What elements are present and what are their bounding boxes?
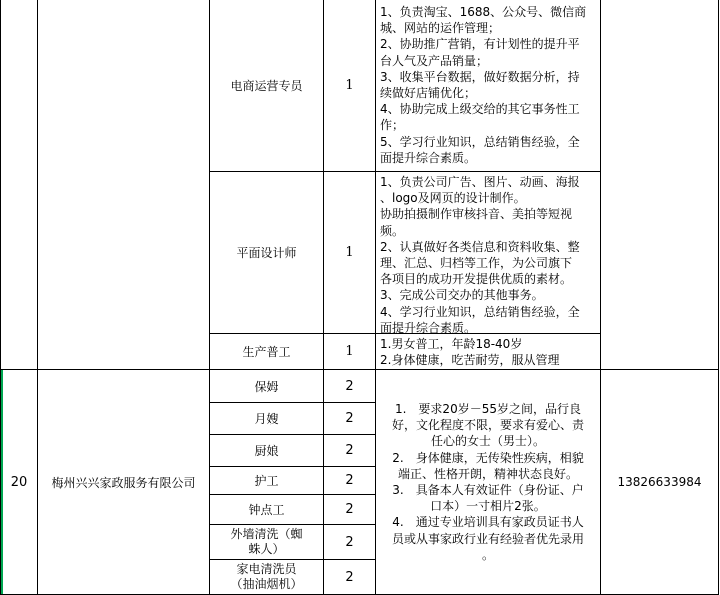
description-line: 、logo及网页的设计制作。 — [380, 191, 526, 206]
description-line: 理、汇总、归档等工作，为公司旗下 — [380, 256, 573, 271]
index-cell — [0, 370, 38, 595]
description-line: 各项目的成功开发提供优质的素材。 — [380, 272, 573, 287]
description-line: 续做好店铺优化； — [380, 86, 477, 101]
contact-cell-empty — [601, 0, 719, 370]
position-count: 2 — [345, 534, 354, 550]
description-line: 协助拍摄制作审核抖音、美拍等短视 — [380, 207, 573, 222]
description-line: 作； — [380, 118, 405, 133]
description-production-worker — [376, 334, 601, 370]
description-line: 1、负责淘宝、1688、公众号、微信商 — [380, 5, 587, 19]
description-line: 1、负责公司广告、图片、动画、海报 — [380, 175, 580, 189]
description-line: 面提升综合素质。 — [380, 320, 477, 334]
requirement-line: 员或从事家政行业有经验者优先录用 — [391, 531, 584, 546]
count-ecommerce — [324, 0, 376, 172]
description-line: 频。 — [380, 223, 405, 238]
count-cook — [324, 435, 376, 467]
description-line: 2.身体健康，吃苦耐劳，服从管理 — [380, 353, 560, 368]
count-appliance-cleaner — [324, 560, 376, 595]
position-name-line: （抽油烟机） — [230, 577, 303, 591]
position-count: 2 — [345, 473, 354, 488]
position-name: 生产普工 — [242, 345, 291, 359]
position-caregiver — [210, 467, 324, 495]
requirement-line: 口本）一寸相片2张。 — [430, 499, 546, 514]
position-name: 保姆 — [254, 379, 279, 394]
position-facade-cleaner — [210, 525, 324, 560]
position-appliance-cleaner — [210, 560, 324, 595]
description-line: 台人气及产品销量； — [380, 53, 489, 68]
position-name-line: 家电清洗员 — [236, 562, 297, 576]
position-name: 护工 — [254, 474, 279, 488]
position-count: 2 — [345, 502, 354, 517]
position-production-worker — [210, 334, 324, 370]
description-graphic-designer — [376, 172, 601, 334]
position-name: 厨娘 — [254, 444, 279, 458]
requirement-line: 端正、性格开朗，精神状态良好。 — [397, 466, 578, 481]
requirement-line: 好，文化程度不限，要求有爱心、责 — [391, 418, 584, 433]
requirement-line: 2. 身体健康，无传染性疾病，相貌 — [392, 450, 584, 465]
contact-phone: 13826633984 — [617, 475, 702, 489]
description-line: 城、网站的运作管理； — [380, 21, 501, 36]
position-name: 电商运营专员 — [230, 79, 303, 93]
description-line: 5、学习行业知识，总结销售经验，全 — [380, 134, 580, 149]
description-line: 4、协助完成上级交给的其它事务性工 — [380, 102, 580, 117]
count-maternity-nurse — [324, 403, 376, 435]
position-maternity-nurse — [210, 403, 324, 435]
requirement-line: 任心的女士（男士）。 — [430, 434, 545, 449]
position-name-line: 蛛人） — [248, 542, 285, 556]
count-caregiver — [324, 467, 376, 495]
description-line: 3、收集平台数据，做好数据分析，持 — [380, 69, 580, 84]
index-cell-empty — [0, 0, 38, 370]
description-line: 面提升综合素质。 — [380, 150, 477, 165]
position-hourly-worker — [210, 495, 324, 525]
contact-cell — [601, 370, 719, 595]
position-nanny — [210, 370, 324, 403]
requirement-line: 3. 具备本人有效证件（身份证、户 — [392, 483, 584, 497]
position-graphic-designer — [210, 172, 324, 334]
position-name-line: 外墙清洗（蜘 — [230, 527, 303, 541]
description-line: 2、协助推广营销，有计划性的提升平 — [380, 37, 580, 52]
description-ecommerce — [376, 0, 601, 172]
company-cell — [38, 370, 210, 595]
count-graphic-designer — [324, 172, 376, 334]
position-ecommerce — [210, 0, 324, 172]
position-name: 钟点工 — [248, 503, 285, 517]
company-name: 梅州兴兴家政服务有限公司 — [51, 475, 196, 490]
count-production-worker — [324, 334, 376, 370]
count-hourly-worker — [324, 495, 376, 525]
position-count: 2 — [345, 411, 354, 426]
position-count: 1 — [345, 78, 354, 93]
description-line: 3、完成公司交办的其他事务。 — [380, 288, 544, 303]
position-name: 平面设计师 — [236, 246, 297, 260]
count-nanny — [324, 370, 376, 403]
position-cook — [210, 435, 324, 467]
description-line: 2、认真做好各类信息和资料收集、整 — [380, 239, 580, 254]
requirement-line: 1. 要求20岁－55岁之间，品行良 — [394, 401, 581, 416]
position-count: 1 — [345, 245, 354, 260]
position-count: 2 — [345, 443, 354, 458]
position-count: 1 — [345, 344, 354, 359]
requirements-cell — [376, 370, 601, 595]
company-cell-empty — [38, 0, 210, 370]
description-line: 4、学习行业知识，总结销售经验，全 — [380, 304, 580, 319]
requirement-line: 4. 通过专业培训具有家政员证书人 — [392, 515, 584, 530]
row-index: 20 — [10, 474, 28, 490]
position-count: 2 — [345, 378, 354, 394]
description-line: 1.男女普工，年龄18-40岁 — [380, 337, 523, 351]
position-name: 月嫂 — [254, 412, 279, 426]
requirement-line: 。 — [481, 547, 494, 562]
count-facade-cleaner — [324, 525, 376, 560]
position-count: 2 — [345, 569, 354, 585]
